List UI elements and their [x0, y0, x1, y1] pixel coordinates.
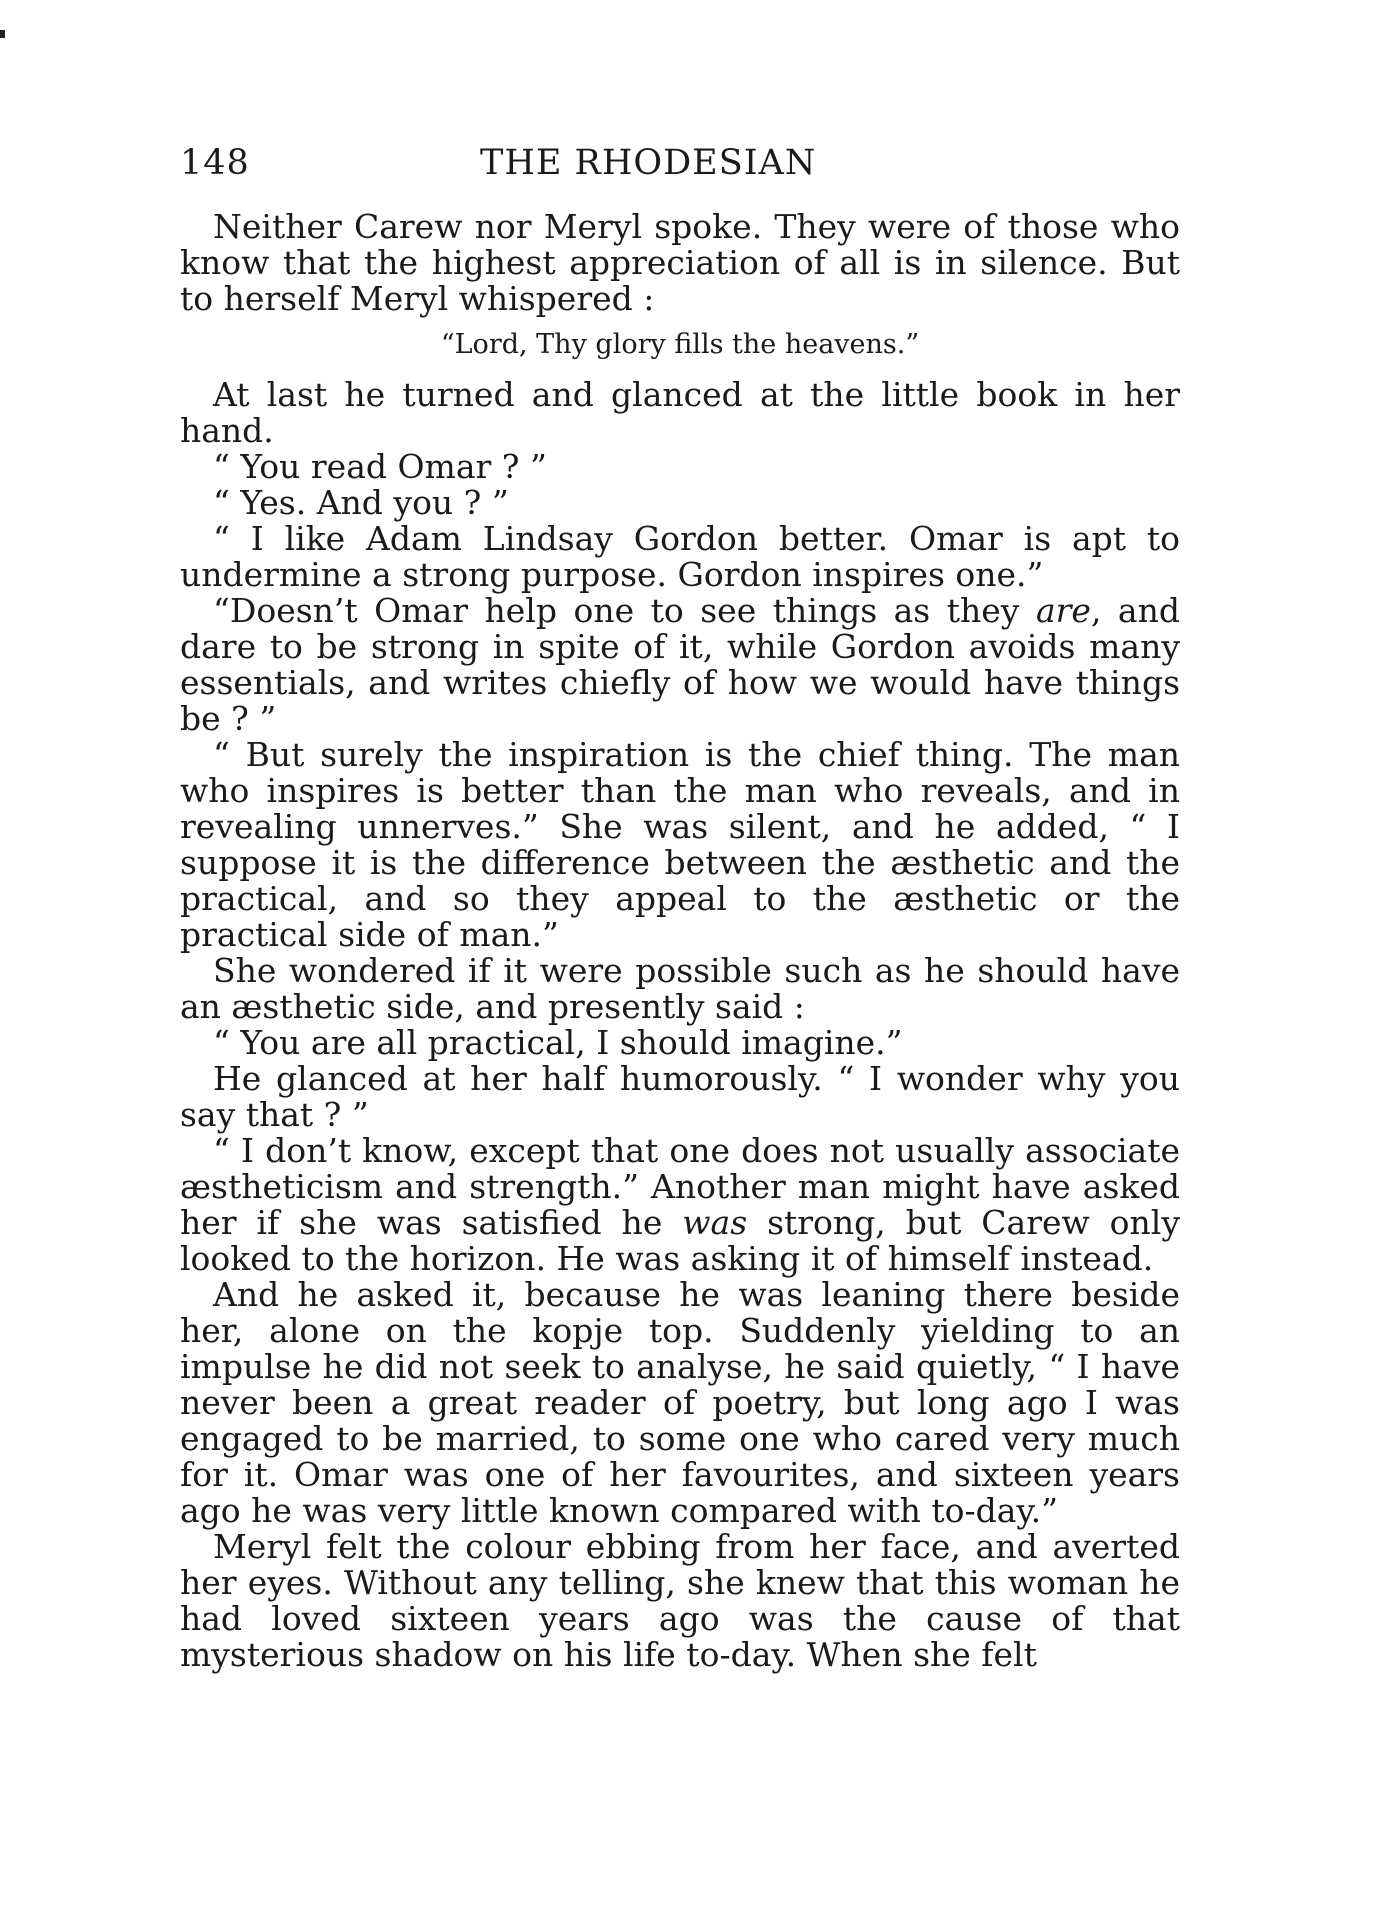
running-title: THE RHODESIAN [480, 143, 817, 183]
paragraph: Meryl felt the colour ebbing from her face, and averted her eyes. Without any telling, she knew that this woman he had loved sixteen years ago was the cause of that mysterious shadow on his life to-day. When she felt [180, 1527, 1180, 1674]
emphasis-text: are [1035, 591, 1091, 630]
book-page [180, 143, 1180, 1843]
dialogue-line: “ Yes. And you ? ” [213, 483, 509, 522]
paragraph: Neither Carew nor Meryl spoke. They were of those who know that the highest appreciation of all is in silence. But to herself Meryl whispered : [180, 207, 1180, 318]
page-header [180, 143, 1180, 209]
body-text [180, 209, 1180, 1673]
text-run: , and dare to be strong in spite of it, while Gordon avoids many essentials, and writes chiefly of how we would have things be ? ” [180, 591, 1180, 738]
text-run: “Doesn’t Omar help one to see things as they [213, 591, 1036, 630]
emphasis-text: was [682, 1203, 748, 1242]
paragraph: “ But surely the inspiration is the chief thing. The man who inspires is better than the man who reveals, and in revealing unnerves.” She was silent, and he added, “ I suppose it is the difference between the æsthetic and the practical, and so they appeal to the æsthetic or the practical side of man.” [180, 735, 1180, 954]
page-number: 148 [180, 143, 250, 183]
dialogue-line: “ You are all practical, I should imagine.” [213, 1023, 903, 1062]
paragraph: And he asked it, because he was leaning there beside her, alone on the kopje top. Suddenly yielding to an impulse he did not seek to analyse, he said quietly, “ I have never been a great reader of poetry, but long ago I was engaged to be married, to some one who cared very much for it. Omar was one of her favourites, and sixteen years ago he was very little known compared with to-day.” [180, 1275, 1180, 1530]
poetry-quotation: “Lord, Thy glory fills the heavens.” [440, 329, 920, 360]
dialogue-line: “ You read Omar ? ” [213, 447, 547, 486]
paragraph: “ I like Adam Lindsay Gordon better. Omar is apt to undermine a strong purpose. Gordon inspires one.” [180, 519, 1180, 594]
paragraph: She wondered if it were possible such as he should have an æsthetic side, and presently said : [180, 951, 1180, 1026]
margin-speck [0, 30, 5, 38]
paragraph [180, 1133, 1180, 1277]
paragraph [180, 593, 1180, 737]
paragraph: At last he turned and glanced at the little book in her hand. [180, 375, 1180, 450]
paragraph: He glanced at her half humorously. “ I wonder why you say that ? ” [180, 1059, 1180, 1134]
text-run: strong, but Carew only looked to the horizon. He was asking it of himself instead. [180, 1203, 1180, 1278]
text-run: “ I don’t know, except that one does not usually associate æstheticism and strength.” Another man might have asked her if she was satisfied he [180, 1131, 1180, 1242]
